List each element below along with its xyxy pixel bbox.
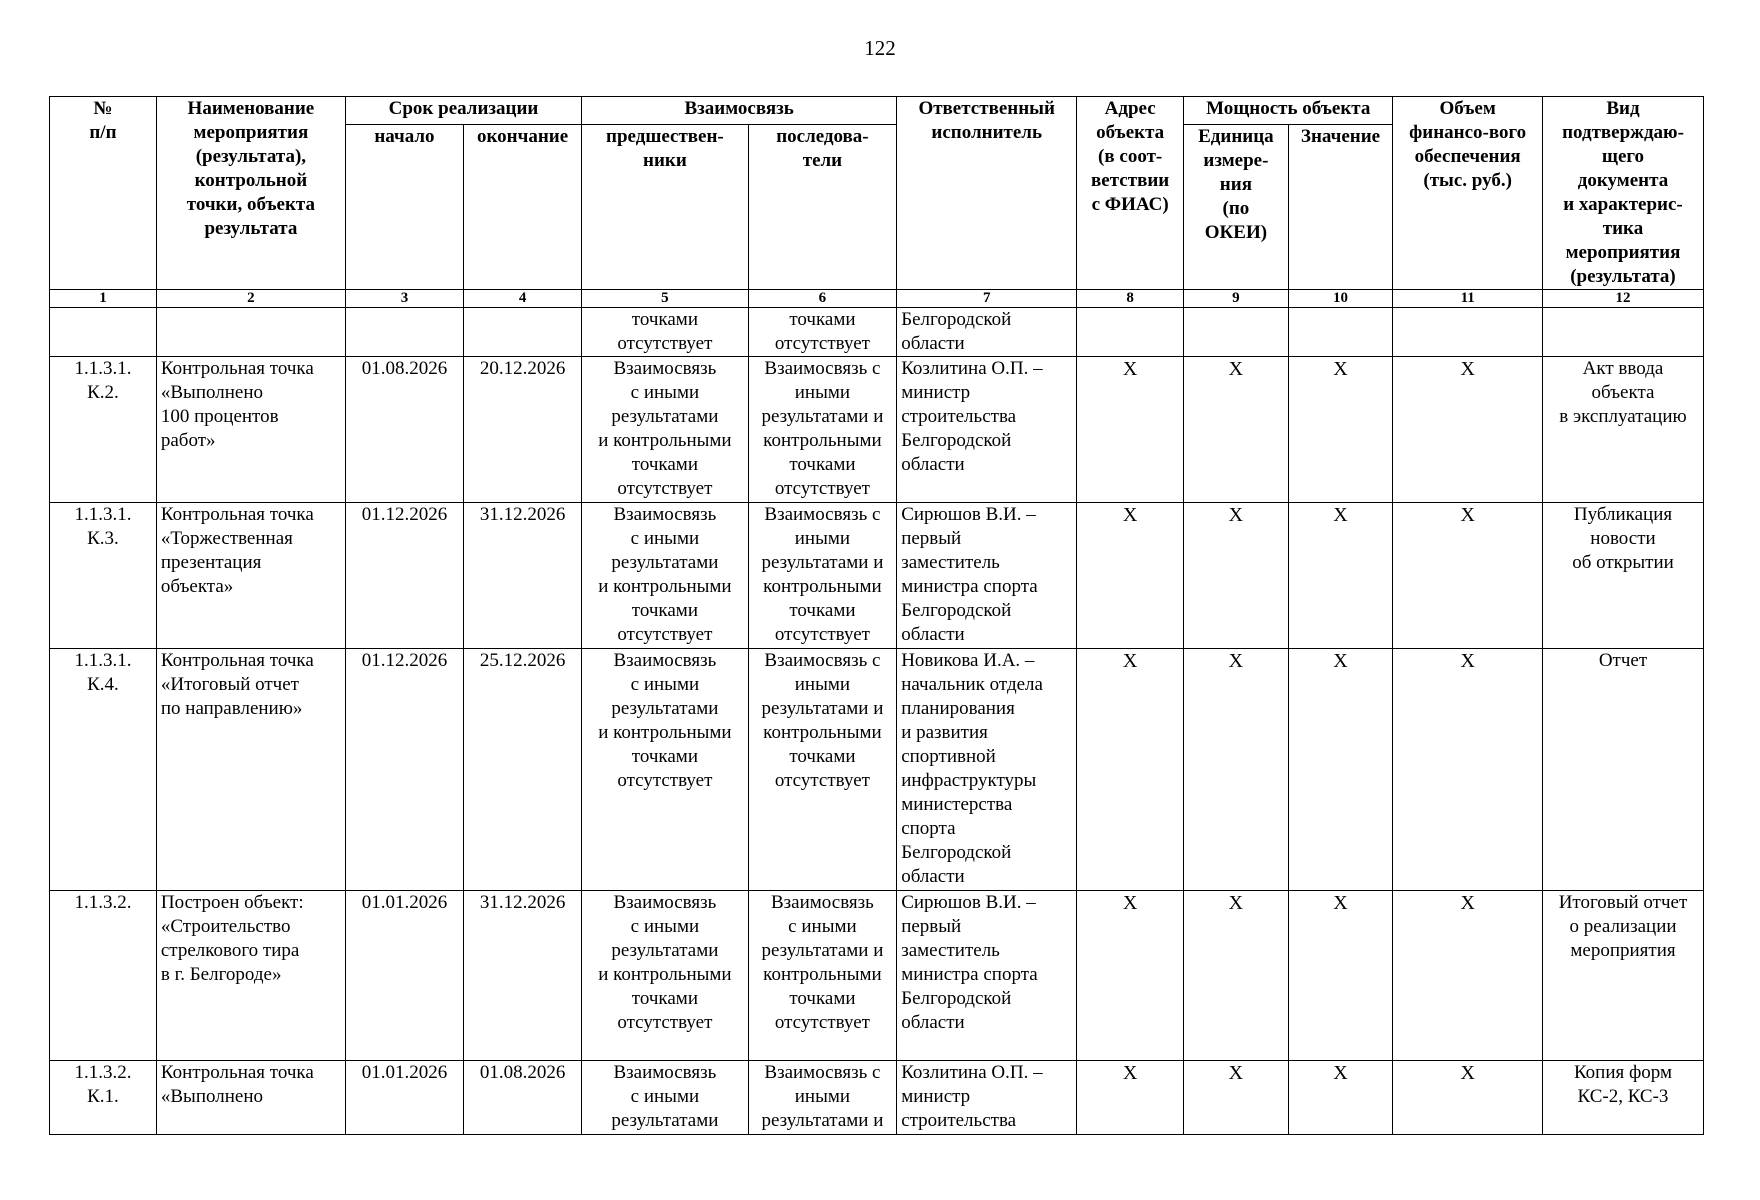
header-address: Адрес объекта (в соот- ветствии с ФИАС) — [1077, 97, 1184, 290]
cell-value: Х — [1288, 357, 1393, 503]
cell-successors: точками отсутствует — [748, 308, 897, 357]
cell-predecessors: Взаимосвязь с иными результатами и контрольными точками отсутствует — [582, 357, 749, 503]
column-number: 6 — [748, 290, 897, 308]
cell-num: 1.1.3.1. К.2. — [50, 357, 157, 503]
column-number: 12 — [1542, 290, 1703, 308]
table-body — [50, 308, 1704, 1135]
cell-funding: Х — [1393, 891, 1543, 1061]
cell-unit: Х — [1184, 1061, 1289, 1135]
table-row — [50, 1061, 1704, 1135]
cell-funding — [1393, 308, 1543, 357]
header-unit: Единица измере- ния (по ОКЕИ) — [1184, 124, 1289, 289]
cell-predecessors: Взаимосвязь с иными результатами и контрольными точками отсутствует — [582, 503, 749, 649]
cell-unit: Х — [1184, 649, 1289, 891]
cell-name: Контрольная точка «Выполнено — [156, 1061, 345, 1135]
column-number: 3 — [345, 290, 463, 308]
cell-value: Х — [1288, 891, 1393, 1061]
cell-successors: Взаимосвязь с иными результатами и контрольными точками отсутствует — [748, 357, 897, 503]
cell-predecessors: Взаимосвязь с иными результатами — [582, 1061, 749, 1135]
plan-table-wrapper — [49, 96, 1704, 1135]
cell-predecessors: Взаимосвязь с иными результатами и контрольными точками отсутствует — [582, 891, 749, 1061]
header-funding: Объем финансо-вого обеспечения (тыс. руб.) — [1393, 97, 1543, 290]
cell-value: Х — [1288, 649, 1393, 891]
table-row — [50, 891, 1704, 1061]
cell-address — [1077, 308, 1184, 357]
cell-name: Контрольная точка «Торжественная презентация объекта» — [156, 503, 345, 649]
cell-start: 01.12.2026 — [345, 649, 463, 891]
cell-doc: Копия форм КС-2, КС-3 — [1542, 1061, 1703, 1135]
header-num: № п/п — [50, 97, 157, 290]
cell-start — [345, 308, 463, 357]
cell-successors: Взаимосвязь с иными результатами и — [748, 1061, 897, 1135]
cell-responsible: Сирюшов В.И. – первый заместитель министра спорта Белгородской области — [897, 891, 1077, 1061]
header-link-group: Взаимосвязь — [582, 97, 897, 125]
cell-address: Х — [1077, 1061, 1184, 1135]
column-number: 9 — [1184, 290, 1289, 308]
column-number: 7 — [897, 290, 1077, 308]
cell-name — [156, 308, 345, 357]
cell-num: 1.1.3.2. К.1. — [50, 1061, 157, 1135]
header-capacity-group: Мощность объекта — [1184, 97, 1393, 125]
cell-end: 31.12.2026 — [464, 503, 582, 649]
column-number-row — [50, 290, 1704, 308]
cell-responsible: Сирюшов В.И. – первый заместитель министра спорта Белгородской области — [897, 503, 1077, 649]
cell-funding: Х — [1393, 649, 1543, 891]
header-term-group: Срок реализации — [345, 97, 581, 125]
cell-end — [464, 308, 582, 357]
cell-predecessors: Взаимосвязь с иными результатами и контрольными точками отсутствует — [582, 649, 749, 891]
cell-address: Х — [1077, 357, 1184, 503]
column-number: 10 — [1288, 290, 1393, 308]
cell-unit: Х — [1184, 503, 1289, 649]
cell-doc: Отчет — [1542, 649, 1703, 891]
cell-unit: Х — [1184, 357, 1289, 503]
cell-start: 01.08.2026 — [345, 357, 463, 503]
cell-address: Х — [1077, 649, 1184, 891]
cell-responsible: Козлитина О.П. – министр строительства Белгородской области — [897, 357, 1077, 503]
cell-end: 20.12.2026 — [464, 357, 582, 503]
cell-successors: Взаимосвязь с иными результатами и контрольными точками отсутствует — [748, 649, 897, 891]
cell-responsible: Козлитина О.П. – министр строительства — [897, 1061, 1077, 1135]
header-value: Значение — [1288, 124, 1393, 289]
cell-value — [1288, 308, 1393, 357]
cell-address: Х — [1077, 891, 1184, 1061]
cell-start: 01.12.2026 — [345, 503, 463, 649]
cell-num — [50, 308, 157, 357]
cell-name: Построен объект: «Строительство стрелкового тира в г. Белгороде» — [156, 891, 345, 1061]
cell-doc: Итоговый отчет о реализации мероприятия — [1542, 891, 1703, 1061]
cell-funding: Х — [1393, 1061, 1543, 1135]
column-number: 2 — [156, 290, 345, 308]
cell-unit: Х — [1184, 891, 1289, 1061]
column-number: 8 — [1077, 290, 1184, 308]
cell-predecessors: точками отсутствует — [582, 308, 749, 357]
plan-table — [49, 96, 1704, 1135]
table-row — [50, 503, 1704, 649]
cell-end: 25.12.2026 — [464, 649, 582, 891]
cell-doc: Акт ввода объекта в эксплуатацию — [1542, 357, 1703, 503]
column-number: 1 — [50, 290, 157, 308]
table-row — [50, 308, 1704, 357]
table-row — [50, 357, 1704, 503]
cell-num: 1.1.3.1. К.3. — [50, 503, 157, 649]
cell-num: 1.1.3.1. К.4. — [50, 649, 157, 891]
header-successors: последова- тели — [748, 124, 897, 289]
header-predecessors: предшествен- ники — [582, 124, 749, 289]
column-number: 11 — [1393, 290, 1543, 308]
cell-end: 31.12.2026 — [464, 891, 582, 1061]
cell-successors: Взаимосвязь с иными результатами и контрольными точками отсутствует — [748, 891, 897, 1061]
cell-funding: Х — [1393, 357, 1543, 503]
table-header — [50, 97, 1704, 308]
cell-responsible: Новикова И.А. – начальник отдела планирования и развития спортивной инфраструктуры министерства спорта Белгородской области — [897, 649, 1077, 891]
cell-name: Контрольная точка «Итоговый отчет по направлению» — [156, 649, 345, 891]
cell-doc: Публикация новости об открытии — [1542, 503, 1703, 649]
table-row — [50, 649, 1704, 891]
cell-funding: Х — [1393, 503, 1543, 649]
cell-value: Х — [1288, 503, 1393, 649]
header-doc-type: Вид подтверждаю- щего документа и характерис- тика мероприятия (результата) — [1542, 97, 1703, 290]
column-number: 5 — [582, 290, 749, 308]
cell-num: 1.1.3.2. — [50, 891, 157, 1061]
page-number: 122 — [864, 36, 896, 60]
cell-start: 01.01.2026 — [345, 891, 463, 1061]
cell-start: 01.01.2026 — [345, 1061, 463, 1135]
cell-address: Х — [1077, 503, 1184, 649]
header-end: окончание — [464, 124, 582, 289]
cell-unit — [1184, 308, 1289, 357]
cell-responsible: Белгородской области — [897, 308, 1077, 357]
cell-end: 01.08.2026 — [464, 1061, 582, 1135]
cell-value: Х — [1288, 1061, 1393, 1135]
cell-name: Контрольная точка «Выполнено 100 процентов работ» — [156, 357, 345, 503]
cell-doc — [1542, 308, 1703, 357]
cell-successors: Взаимосвязь с иными результатами и контрольными точками отсутствует — [748, 503, 897, 649]
header-name: Наименование мероприятия (результата), контрольной точки, объекта результата — [156, 97, 345, 290]
column-number: 4 — [464, 290, 582, 308]
header-responsible: Ответственный исполнитель — [897, 97, 1077, 290]
header-start: начало — [345, 124, 463, 289]
